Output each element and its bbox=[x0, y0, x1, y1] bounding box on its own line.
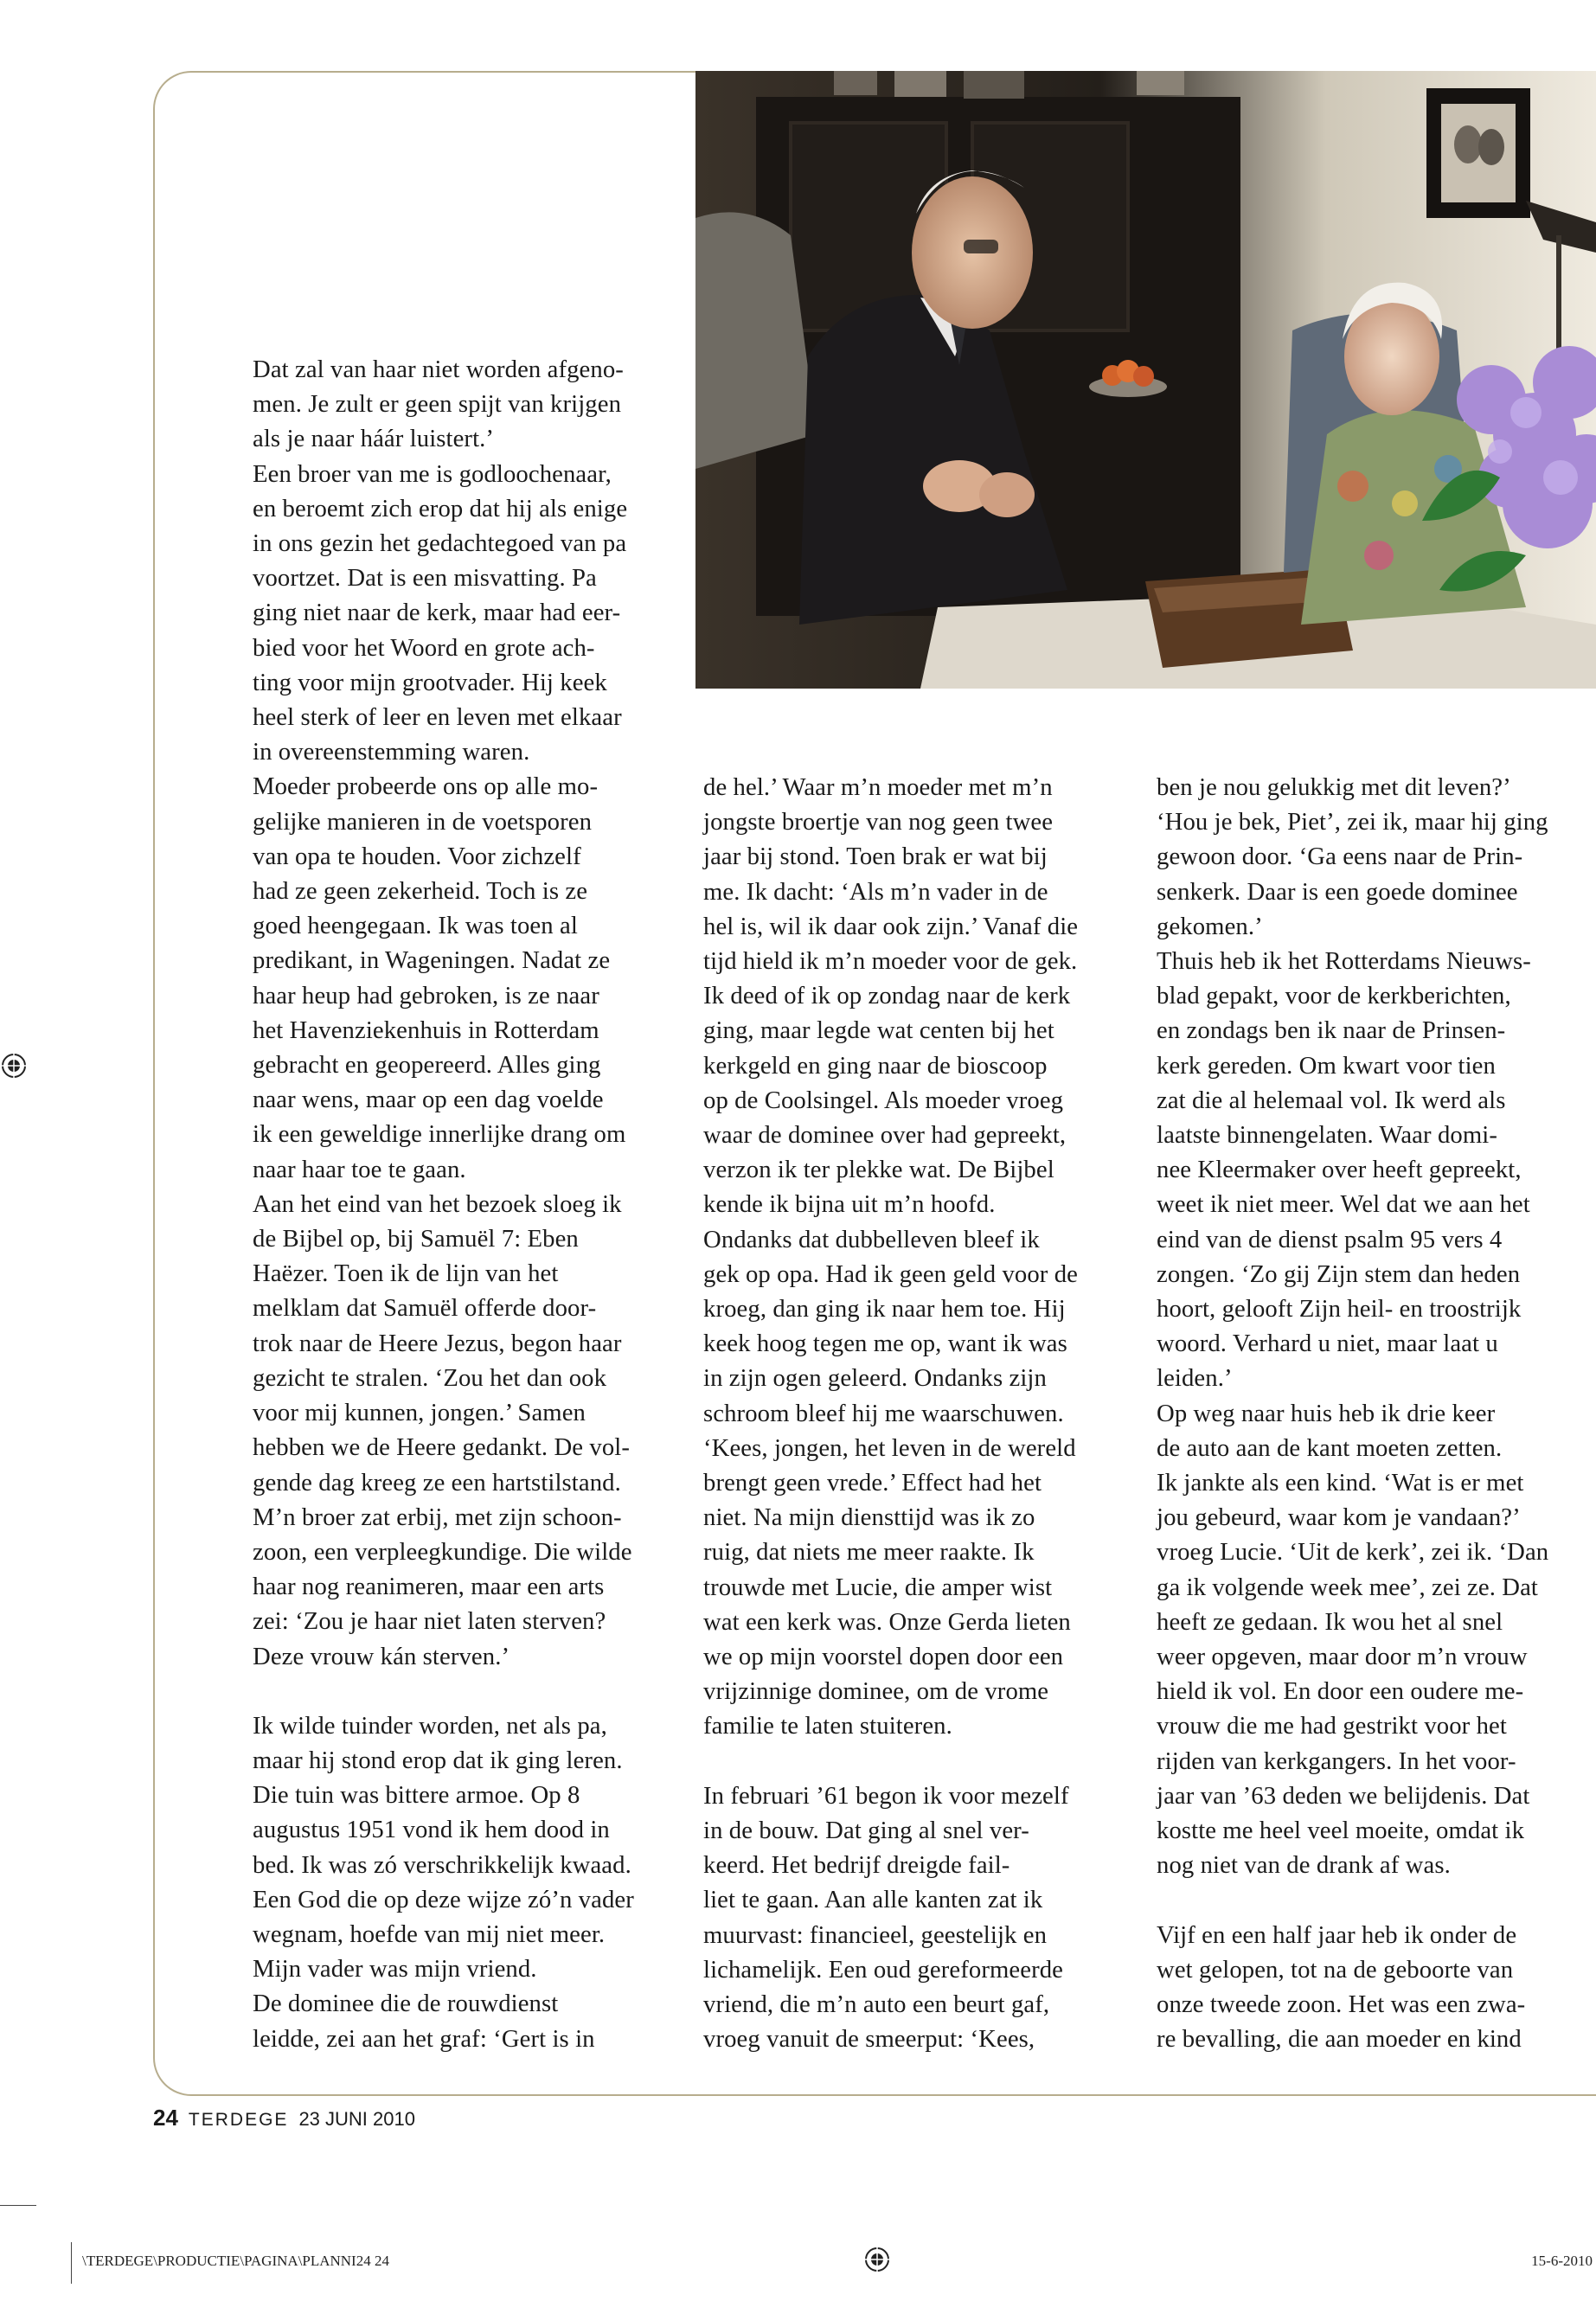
text-line: Deze vrouw kán sterven.’ bbox=[253, 1642, 510, 1670]
text-line: leidde, zei aan het graf: ‘Gert is in bbox=[253, 2024, 595, 2053]
text-line: kende ik bijna uit m’n hoofd. bbox=[703, 1190, 996, 1219]
text-line: ik een geweldige innerlijke drang om bbox=[253, 1120, 626, 1149]
text-line: lichamelijk. Een oud gereformeerde bbox=[703, 1955, 1063, 1984]
page-footer bbox=[153, 2105, 415, 2131]
article-column-2 bbox=[703, 770, 1127, 2056]
text-line: tijd hield ik m’n moeder voor de gek. bbox=[703, 947, 1078, 976]
text-line: zoon, een verpleegkundige. Die wilde bbox=[253, 1537, 632, 1566]
text-line: de auto aan de kant moeten zetten. bbox=[1157, 1433, 1503, 1462]
text-line: voor mij kunnen, jongen.’ Samen bbox=[253, 1399, 586, 1427]
text-line: schroom bleef hij me waarschuwen. bbox=[703, 1399, 1064, 1427]
text-line: vroeg vanuit de smeerput: ‘Kees, bbox=[703, 2025, 1035, 2054]
text-line: trouwde met Lucie, die amper wist bbox=[703, 1573, 1053, 1601]
text-line bbox=[703, 1744, 1127, 1779]
text-line: zongen. ‘Zo gij Zijn stem dan heden bbox=[1157, 1259, 1521, 1288]
text-line: onze tweede zoon. Het was een zwa- bbox=[1157, 1990, 1526, 2018]
article-photo bbox=[695, 71, 1596, 689]
text-line: ging, maar legde wat centen bij het bbox=[703, 1016, 1054, 1045]
article-column-1 bbox=[253, 352, 676, 2056]
text-line: laatste binnengelaten. Waar domi- bbox=[1157, 1121, 1497, 1150]
text-line: goed heengegaan. Ik was toen al bbox=[253, 912, 578, 940]
text-line: jou gebeurd, waar kom je vandaan?’ bbox=[1157, 1503, 1521, 1532]
text-line: voortzet. Dat is een misvatting. Pa bbox=[253, 564, 597, 593]
text-line: Ik jankte als een kind. ‘Wat is er met bbox=[1157, 1469, 1524, 1497]
text-line: zei: ‘Zou je haar niet laten sterven? bbox=[253, 1607, 606, 1636]
text-line: ting voor mijn grootvader. Hij keek bbox=[253, 668, 607, 696]
text-line: In februari ’61 begon ik voor mezelf bbox=[703, 1781, 1069, 1810]
text-line: vrijzinnige dominee, om de vrome bbox=[703, 1677, 1049, 1706]
text-line: in ons gezin het gedachtegoed van pa bbox=[253, 529, 627, 558]
text-line: Haëzer. Toen ik de lijn van het bbox=[253, 1259, 559, 1288]
text-line: bied voor het Woord en grote ach- bbox=[253, 633, 595, 662]
text-line: re bevalling, die aan moeder en kind bbox=[1157, 2025, 1522, 2054]
text-line: gebracht en geopereerd. Alles ging bbox=[253, 1051, 601, 1080]
text-line: gende dag kreeg ze een hartstilstand. bbox=[253, 1468, 621, 1497]
text-line: we op mijn voorstel dopen door een bbox=[703, 1643, 1064, 1671]
text-line: brengt geen vrede.’ Effect had het bbox=[703, 1469, 1042, 1497]
text-line: haar nog reanimeren, maar een arts bbox=[253, 1573, 605, 1601]
text-line: ben je nou gelukkig met dit leven?’ bbox=[1157, 773, 1511, 801]
text-line: wat een kerk was. Onze Gerda lieten bbox=[703, 1607, 1071, 1636]
text-line: Vijf en een half jaar heb ik onder de bbox=[1157, 1920, 1517, 1949]
printer-slug-path: \TERDEGE\PRODUCTIE\PAGINA\PLANNI24 24 bbox=[82, 2253, 389, 2269]
text-line: blad gepakt, voor de kerkberichten, bbox=[1157, 982, 1511, 1010]
text-line: M’n broer zat erbij, met zijn schoon- bbox=[253, 1503, 622, 1531]
text-line: wegnam, hoefde van mij niet meer. bbox=[253, 1920, 606, 1948]
text-line: nee Kleermaker over heeft gepreekt, bbox=[1157, 1156, 1522, 1184]
text-line: muurvast: financieel, geestelijk en bbox=[703, 1920, 1048, 1949]
page-number: 24 bbox=[153, 2105, 178, 2131]
text-line: Ondanks dat dubbelleven bleef ik bbox=[703, 1225, 1040, 1253]
text-line: liet te gaan. Aan alle kanten zat ik bbox=[703, 1886, 1043, 1914]
text-line: hoort, gelooft Zijn heil- en troostrijk bbox=[1157, 1295, 1522, 1324]
text-line: en beroemt zich erop dat hij als enige bbox=[253, 494, 628, 522]
magazine-name: TERDEGE bbox=[188, 2110, 289, 2130]
text-line: me. Ik dacht: ‘Als m’n vader in de bbox=[703, 877, 1048, 906]
text-line: vrouw die me had gestrikt voor het bbox=[1157, 1712, 1507, 1740]
text-line: had ze geen zekerheid. Toch is ze bbox=[253, 877, 588, 906]
text-line: augustus 1951 vond ik hem dood in bbox=[253, 1816, 610, 1844]
text-line: als je naar háár luistert.’ bbox=[253, 425, 495, 453]
text-line: naar haar toe te gaan. bbox=[253, 1155, 466, 1183]
text-line: niet. Na mijn diensttijd was ik zo bbox=[703, 1503, 1035, 1532]
text-line: kroeg, dan ging ik naar hem toe. Hij bbox=[703, 1295, 1066, 1324]
text-line: de hel.’ Waar m’n moeder met m’n bbox=[703, 773, 1053, 801]
text-line: gelijke manieren in de voetsporen bbox=[253, 807, 593, 836]
text-line: jaar bij stond. Toen brak er wat bij bbox=[703, 843, 1048, 871]
text-line: hel is, wil ik daar ook zijn.’ Vanaf die bbox=[703, 912, 1079, 940]
text-line: naar wens, maar op een dag voelde bbox=[253, 1086, 604, 1114]
text-line: bed. Ik was zó verschrikkelijk kwaad. bbox=[253, 1850, 631, 1879]
text-line: melklam dat Samuël offerde door- bbox=[253, 1294, 597, 1323]
text-line: Aan het eind van het bezoek sloeg ik bbox=[253, 1189, 622, 1218]
text-line: familie te laten stuiteren. bbox=[703, 1712, 952, 1740]
text-line: Dat zal van haar niet worden afgeno- bbox=[253, 356, 624, 383]
text-line: De dominee die de rouwdienst bbox=[253, 1990, 559, 2018]
text-line: Die tuin was bittere armoe. Op 8 bbox=[253, 1781, 580, 1810]
text-line: Een broer van me is godloochenaar, bbox=[253, 459, 612, 488]
crop-mark bbox=[0, 2205, 36, 2206]
registration-mark-icon bbox=[863, 2246, 891, 2273]
text-line: men. Je zult er geen spijt van krijgen bbox=[253, 390, 622, 419]
text-line: verzon ik ter plekke wat. De Bijbel bbox=[703, 1156, 1054, 1184]
text-line: ruig, dat niets me meer raakte. Ik bbox=[703, 1538, 1035, 1567]
text-line: in zijn ogen geleerd. Ondanks zijn bbox=[703, 1364, 1047, 1393]
text-line: Ik deed of ik op zondag naar de kerk bbox=[703, 982, 1071, 1010]
text-line: Thuis heb ik het Rotterdams Nieuws- bbox=[1157, 947, 1531, 976]
text-line: jongste broertje van nog geen twee bbox=[703, 808, 1054, 836]
text-line: keek hoog tegen me op, want ik was bbox=[703, 1330, 1067, 1358]
text-line: het Havenziekenhuis in Rotterdam bbox=[253, 1016, 599, 1044]
text-line: zat die al helemaal vol. Ik werd als bbox=[1157, 1086, 1506, 1114]
text-line: gekomen.’ bbox=[1157, 912, 1263, 940]
text-line: wet gelopen, tot na de geboorte van bbox=[1157, 1955, 1514, 1984]
text-line: jaar van ’63 deden we belijdenis. Dat bbox=[1157, 1781, 1530, 1810]
text-line: gezicht te stralen. ‘Zou het dan ook bbox=[253, 1363, 607, 1392]
text-line: trok naar de Heere Jezus, begon haar bbox=[253, 1329, 622, 1357]
text-line: predikant, in Wageningen. Nadat ze bbox=[253, 946, 611, 975]
text-line: van opa te houden. Voor zichzelf bbox=[253, 842, 581, 870]
article-column-3 bbox=[1157, 770, 1589, 2056]
text-line: Ik wilde tuinder worden, net als pa, bbox=[253, 1711, 607, 1740]
text-line: hebben we de Heere gedankt. De vol- bbox=[253, 1433, 631, 1462]
text-line: kostte me heel veel moeite, omdat ik bbox=[1157, 1817, 1525, 1845]
text-line: waar de dominee over had gepreekt, bbox=[703, 1121, 1067, 1150]
text-line: weet ik niet meer. Wel dat we aan het bbox=[1157, 1190, 1530, 1219]
text-line: haar heup had gebroken, is ze naar bbox=[253, 981, 599, 1009]
text-line: ga ik volgende week mee’, zei ze. Dat bbox=[1157, 1573, 1538, 1601]
printer-slug-date: 15-6-2010 bbox=[1531, 2253, 1593, 2269]
text-line: woord. Verhard u niet, maar laat u bbox=[1157, 1330, 1498, 1358]
text-line: in de bouw. Dat ging al snel ver- bbox=[703, 1816, 1029, 1844]
text-line: eind van de dienst psalm 95 vers 4 bbox=[1157, 1225, 1503, 1253]
text-line: gewoon door. ‘Ga eens naar de Prin- bbox=[1157, 843, 1523, 871]
text-line: ging niet naar de kerk, maar had eer- bbox=[253, 599, 621, 627]
text-line: rijden van kerkgangers. In het voor- bbox=[1157, 1747, 1516, 1775]
crop-mark bbox=[71, 2242, 72, 2284]
text-line: leiden.’ bbox=[1157, 1364, 1233, 1393]
text-line: de Bijbel op, bij Samuël 7: Eben bbox=[253, 1225, 579, 1253]
issue-date: 23 JUNI 2010 bbox=[298, 2108, 415, 2130]
text-line: Een God die op deze wijze zó’n vader bbox=[253, 1885, 634, 1913]
text-line: hield ik vol. En door een oudere me- bbox=[1157, 1677, 1524, 1706]
text-line bbox=[253, 1674, 676, 1708]
text-line: heeft ze gedaan. Ik wou het al snel bbox=[1157, 1607, 1503, 1636]
text-line bbox=[1157, 1883, 1589, 1918]
text-line: vroeg Lucie. ‘Uit de kerk’, zei ik. ‘Dan bbox=[1157, 1538, 1549, 1567]
text-line: gek op opa. Had ik geen geld voor de bbox=[703, 1259, 1078, 1288]
text-line: nog niet van de drank af was. bbox=[1157, 1851, 1451, 1880]
text-line: kerkgeld en ging naar de bioscoop bbox=[703, 1051, 1048, 1080]
text-line: senkerk. Daar is een goede dominee bbox=[1157, 877, 1518, 906]
text-line: Mijn vader was mijn vriend. bbox=[253, 1955, 537, 1984]
text-line: vriend, die m’n auto een beurt gaf, bbox=[703, 1990, 1050, 2018]
text-line: Moeder probeerde ons op alle mo- bbox=[253, 772, 599, 801]
elderly-couple-photo bbox=[695, 71, 1596, 689]
text-line: weer opgeven, maar door m’n vrouw bbox=[1157, 1643, 1528, 1671]
text-line: kerk gereden. Om kwart voor tien bbox=[1157, 1051, 1496, 1080]
text-line: en zondags ben ik naar de Prinsen- bbox=[1157, 1016, 1506, 1045]
text-line: ‘Hou je bek, Piet’, zei ik, maar hij ging bbox=[1157, 808, 1548, 836]
text-line: ‘Kees, jongen, het leven in de wereld bbox=[703, 1433, 1076, 1462]
text-line: heel sterk of leer en leven met elkaar bbox=[253, 703, 622, 732]
text-line: keerd. Het bedrijf dreigde fail- bbox=[703, 1851, 1010, 1880]
text-line: op de Coolsingel. Als moeder vroeg bbox=[703, 1086, 1064, 1114]
text-line: Op weg naar huis heb ik drie keer bbox=[1157, 1399, 1496, 1427]
text-line: maar hij stond erop dat ik ging leren. bbox=[253, 1746, 623, 1774]
text-line: in overeenstemming waren. bbox=[253, 738, 530, 766]
registration-mark-icon bbox=[0, 1052, 28, 1080]
